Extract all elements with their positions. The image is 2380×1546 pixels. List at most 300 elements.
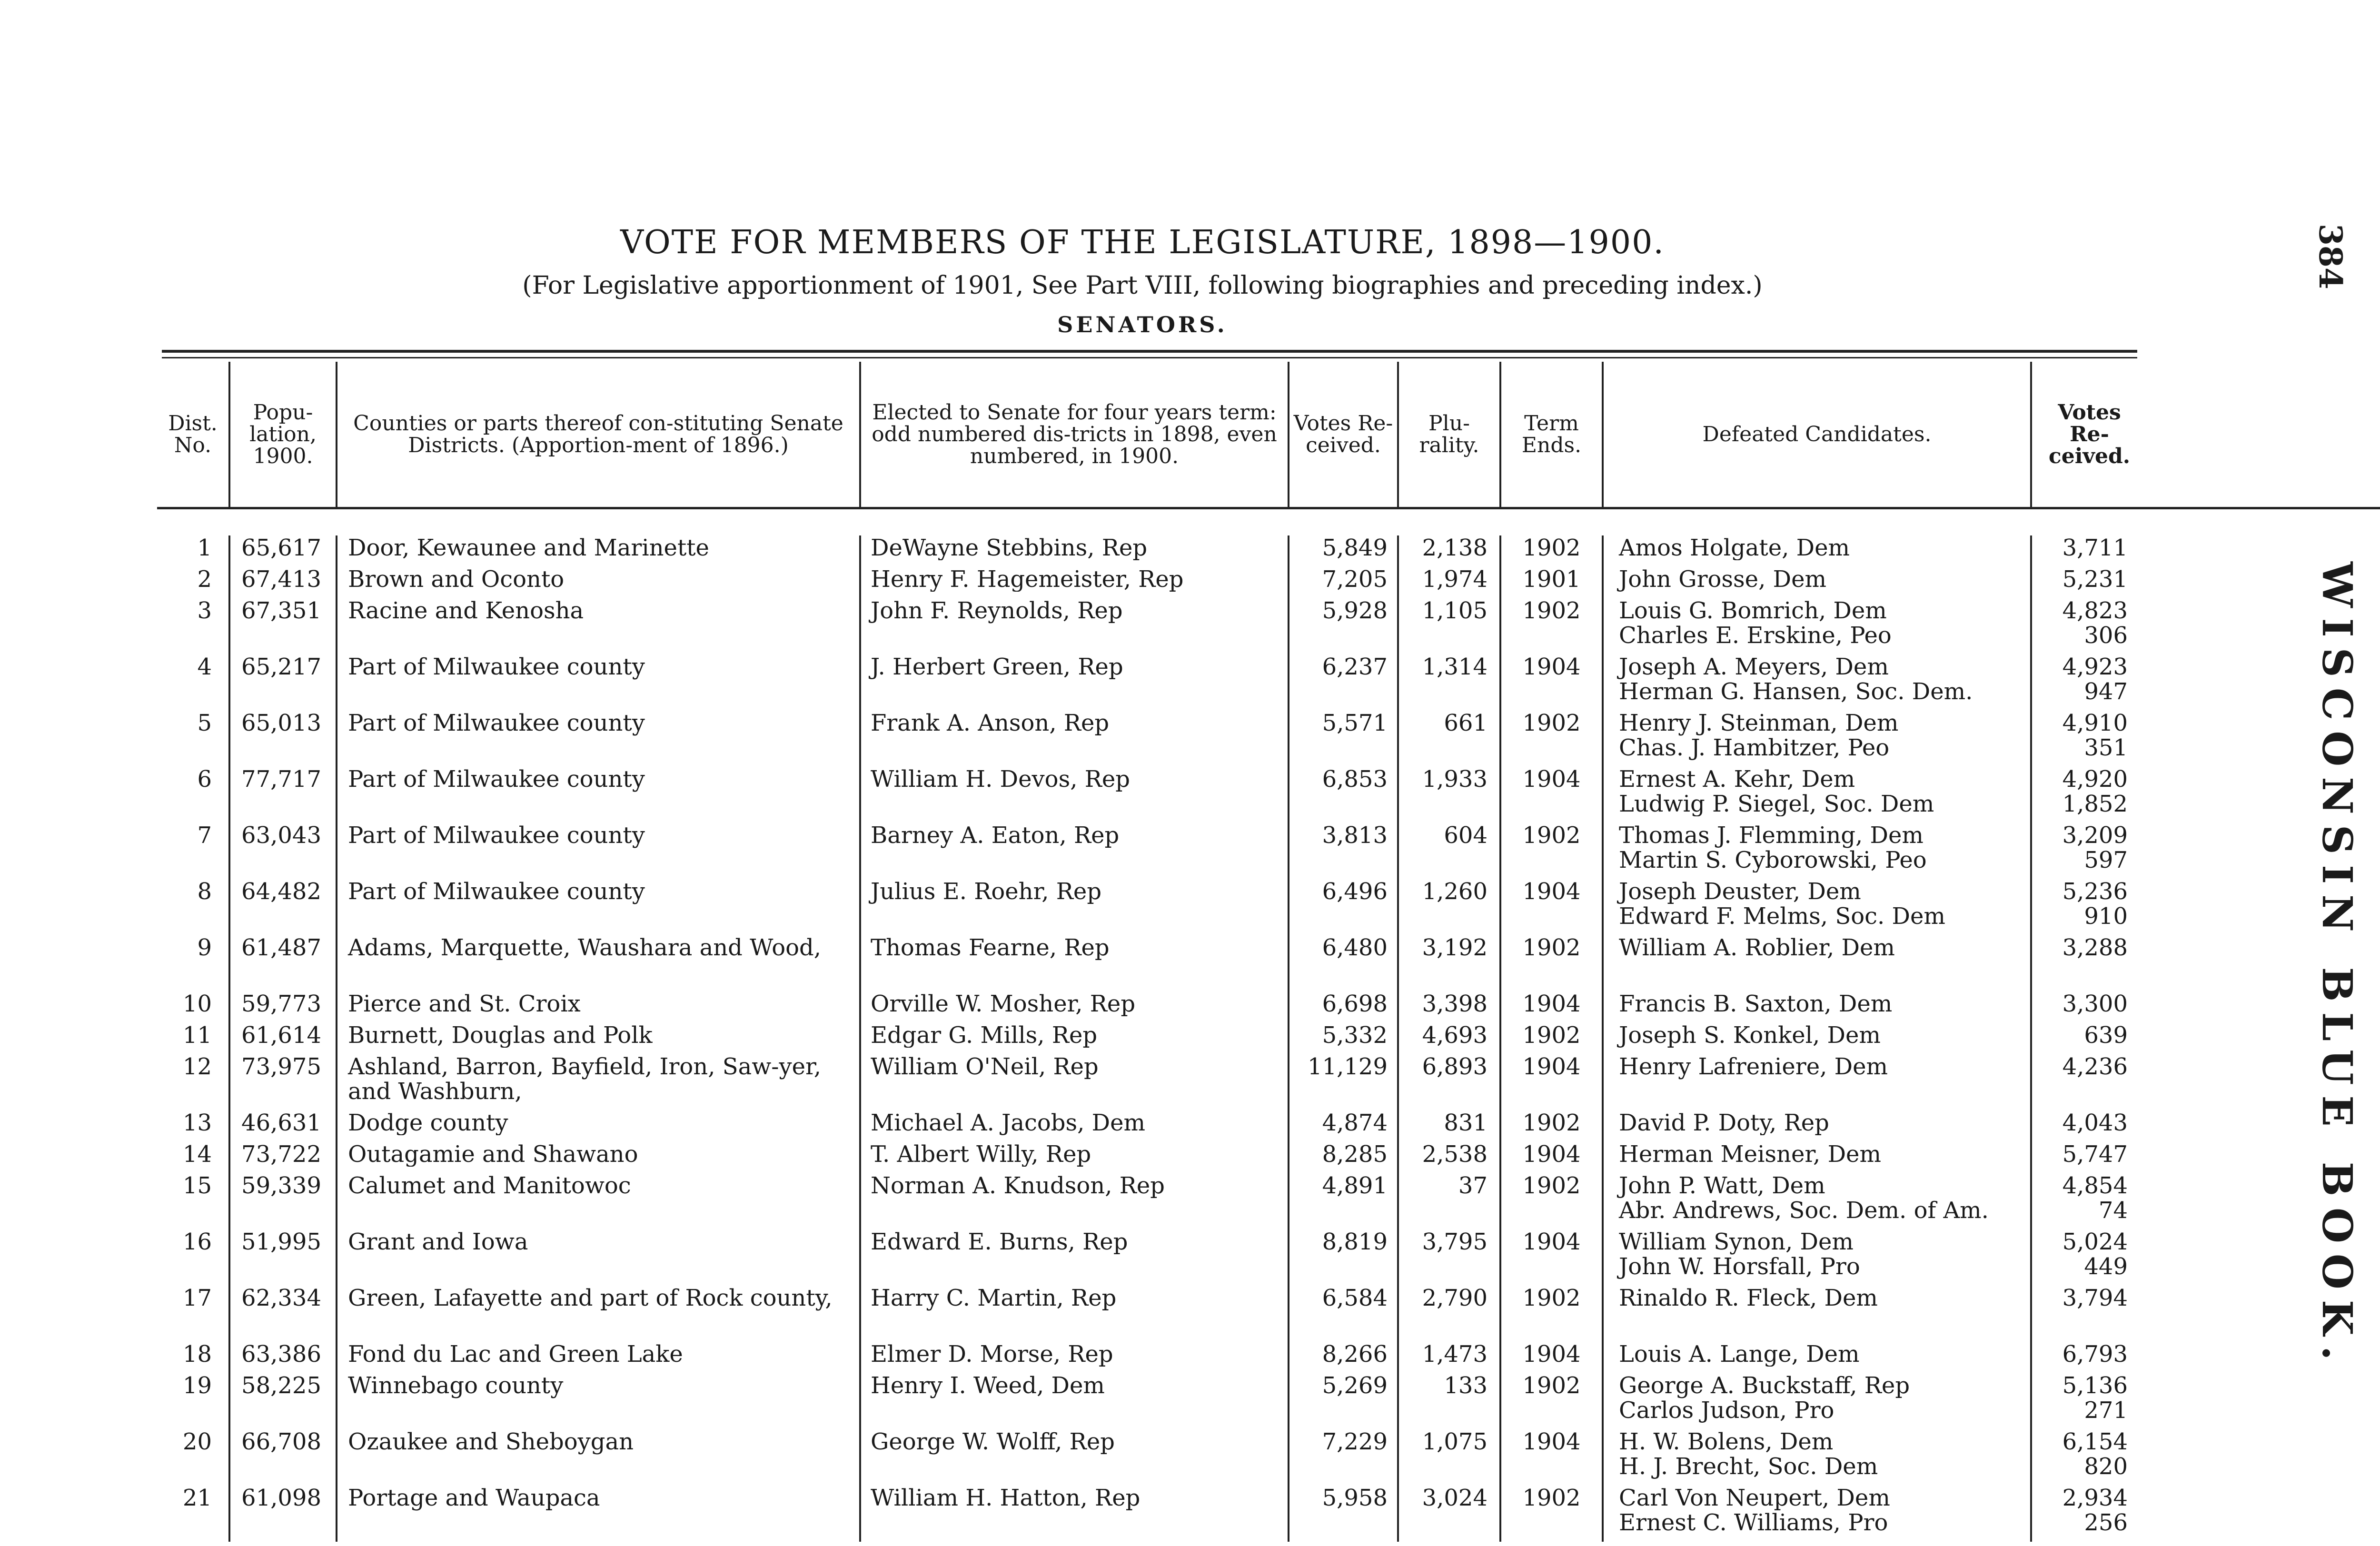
cell-term: 1902	[1499, 1173, 1602, 1223]
table-row	[157, 879, 2380, 929]
header-dist: Dist. No.	[168, 411, 218, 457]
gap-cell	[1602, 704, 2030, 711]
table-row	[157, 767, 2380, 816]
gap-cell	[228, 1279, 336, 1286]
row-gap	[157, 816, 2380, 823]
cell-defeated	[1602, 1486, 2030, 1535]
defeated-votes: 639	[2084, 1023, 2128, 1048]
gap-cell	[157, 1167, 228, 1173]
gap-cell	[336, 1367, 859, 1373]
table-row	[157, 935, 2380, 985]
defeated-votes: 5,236	[2062, 879, 2128, 905]
cell-elected: Frank A. Anson, Rep	[859, 711, 1288, 760]
table-row	[157, 567, 2380, 592]
cell-dist: 10	[182, 991, 212, 1016]
cell-defeated-votes	[2030, 1342, 2147, 1367]
gap-cell	[1602, 1104, 2030, 1110]
gap-cell	[859, 1423, 1288, 1429]
cell-votes: 4,874	[1288, 1110, 1397, 1135]
gap-cell	[336, 560, 859, 567]
table-row	[157, 1429, 2380, 1479]
gap-cell	[2030, 1535, 2147, 1542]
cell-dist: 14	[182, 1142, 212, 1167]
gap-cell	[1397, 872, 1499, 879]
gap-cell	[157, 816, 228, 823]
gap-cell	[1499, 1135, 1602, 1142]
cell-defeated	[1602, 654, 2030, 704]
row-gap	[157, 648, 2380, 654]
gap-cell	[1397, 1535, 1499, 1542]
gap-cell	[2030, 648, 2147, 654]
cell-elected: Harry C. Martin, Rep	[859, 1286, 1288, 1335]
gap-cell	[1499, 592, 1602, 598]
gap-cell	[336, 760, 859, 767]
cell-elected: J. Herbert Green, Rep	[859, 654, 1288, 704]
cell-elected: John F. Reynolds, Rep	[859, 598, 1288, 648]
gap-cell	[859, 1104, 1288, 1110]
cell-dist: 21	[182, 1486, 212, 1511]
cell-population: 59,339	[228, 1173, 336, 1223]
gap-cell	[157, 1104, 228, 1110]
defeated-candidate: Francis B. Saxton, Dem	[1619, 991, 1893, 1016]
cell-counties: Burnett, Douglas and Polk	[336, 1023, 859, 1048]
cell-population: 59,773	[228, 991, 336, 1016]
gap-cell	[2030, 592, 2147, 598]
table-row	[157, 1342, 2380, 1367]
gap-cell	[859, 648, 1288, 654]
cell-elected: DeWayne Stebbins, Rep	[859, 535, 1288, 560]
gap-cell	[228, 816, 336, 823]
cell-elected: Edward E. Burns, Rep	[859, 1229, 1288, 1279]
cell-defeated	[1602, 823, 2030, 872]
cell-defeated	[1602, 1373, 2030, 1423]
cell-dist: 6	[197, 767, 212, 793]
cell-plurality: 1,075	[1397, 1429, 1499, 1479]
cell-population: 65,617	[228, 535, 336, 560]
cell-votes: 6,698	[1288, 991, 1397, 1016]
gap-cell	[228, 1535, 336, 1542]
cell-defeated-votes	[2030, 1110, 2147, 1135]
cell-population: 77,717	[228, 767, 336, 816]
gap-cell	[2030, 704, 2147, 711]
gap-cell	[336, 816, 859, 823]
defeated-votes: 306	[2084, 622, 2128, 648]
gap-cell	[1397, 1479, 1499, 1486]
cell-plurality: 3,795	[1397, 1229, 1499, 1279]
cell-defeated	[1602, 1054, 2030, 1104]
cell-defeated-votes	[2030, 567, 2147, 592]
table-row	[157, 654, 2380, 704]
gap-cell	[228, 704, 336, 711]
page-title: VOTE FOR MEMBERS OF THE LEGISLATURE, 1898—1900.	[620, 224, 1665, 261]
row-gap	[157, 592, 2380, 598]
defeated-votes: 3,300	[2062, 991, 2128, 1016]
cell-counties: Adams, Marquette, Waushara and Wood,	[336, 935, 859, 985]
cell-defeated-votes	[2030, 1054, 2147, 1104]
defeated-votes: 597	[2084, 847, 2128, 872]
gap-cell	[1602, 1279, 2030, 1286]
running-head: WISCONSIN BLUE BOOK.	[2313, 562, 2361, 1371]
defeated-votes: 6,793	[2062, 1342, 2128, 1367]
gap-cell	[2030, 1335, 2147, 1342]
gap-cell	[1397, 648, 1499, 654]
cell-counties: Grant and Iowa	[336, 1229, 859, 1279]
cell-plurality: 1,974	[1397, 567, 1499, 592]
defeated-votes: 449	[2084, 1253, 2128, 1279]
gap-cell	[1397, 1135, 1499, 1142]
gap-cell	[2030, 760, 2147, 767]
gap-cell	[336, 1048, 859, 1054]
gap-cell	[157, 1535, 228, 1542]
cell-term: 1904	[1499, 1142, 1602, 1167]
table-row	[157, 991, 2380, 1016]
cell-dist: 8	[197, 879, 212, 905]
gap-cell	[1397, 760, 1499, 767]
cell-counties: Portage and Waupaca	[336, 1486, 859, 1535]
defeated-candidate: Herman Meisner, Dem	[1619, 1142, 1881, 1167]
gap-cell	[228, 560, 336, 567]
senators-table	[157, 362, 2380, 1542]
cell-plurality: 1,260	[1397, 879, 1499, 929]
gap-cell	[1499, 1535, 1602, 1542]
table-row	[157, 711, 2380, 760]
cell-counties: Dodge county	[336, 1110, 859, 1135]
cell-votes: 6,480	[1288, 935, 1397, 985]
gap-cell	[157, 985, 228, 991]
cell-dist: 7	[197, 823, 212, 849]
defeated-votes: 5,231	[2062, 567, 2128, 592]
cell-elected: Orville W. Mosher, Rep	[859, 991, 1288, 1016]
gap-cell	[336, 1167, 859, 1173]
cell-plurality: 1,314	[1397, 654, 1499, 704]
cell-term: 1902	[1499, 1373, 1602, 1423]
cell-term: 1902	[1499, 823, 1602, 872]
gap-cell	[1499, 1423, 1602, 1429]
cell-population: 64,482	[228, 879, 336, 929]
page-number: 384	[2312, 224, 2349, 289]
cell-defeated-votes	[2030, 654, 2147, 704]
cell-counties: Ashland, Barron, Bayfield, Iron, Saw-yer, and Washburn,	[336, 1054, 859, 1104]
defeated-candidate: Ludwig P. Siegel, Soc. Dem	[1619, 791, 1934, 816]
defeated-votes: 910	[2084, 903, 2128, 929]
cell-dist: 1	[197, 535, 212, 560]
gap-cell	[2030, 1423, 2147, 1429]
cell-elected: William O'Neil, Rep	[859, 1054, 1288, 1104]
gap-cell	[157, 1335, 228, 1342]
cell-votes: 6,584	[1288, 1286, 1397, 1335]
gap-cell	[1602, 929, 2030, 935]
gap-cell	[228, 929, 336, 935]
cell-defeated-votes	[2030, 711, 2147, 760]
cell-votes: 6,496	[1288, 879, 1397, 929]
gap-cell	[1288, 1423, 1397, 1429]
gap-cell	[157, 760, 228, 767]
defeated-votes: 256	[2084, 1509, 2128, 1535]
gap-cell	[228, 985, 336, 991]
gap-cell	[1602, 1223, 2030, 1229]
gap-cell	[336, 592, 859, 598]
gap-cell	[2030, 1479, 2147, 1486]
cell-counties: Part of Milwaukee county	[336, 823, 859, 872]
table-row	[157, 1023, 2380, 1048]
gap-cell	[1397, 1279, 1499, 1286]
gap-cell	[157, 872, 228, 879]
gap-cell	[859, 1535, 1288, 1542]
gap-cell	[859, 760, 1288, 767]
gap-cell	[859, 1016, 1288, 1023]
gap-cell	[1397, 1423, 1499, 1429]
cell-defeated-votes	[2030, 1286, 2147, 1335]
gap-cell	[1288, 929, 1397, 935]
defeated-candidate: H. J. Brecht, Soc. Dem	[1619, 1453, 1878, 1479]
gap-cell	[1288, 1135, 1397, 1142]
defeated-votes: 4,236	[2062, 1054, 2128, 1080]
cell-votes: 6,237	[1288, 654, 1397, 704]
row-gap	[157, 1223, 2380, 1229]
gap-cell	[859, 1335, 1288, 1342]
cell-votes: 5,928	[1288, 598, 1397, 648]
gap-cell	[336, 1279, 859, 1286]
gap-cell	[157, 1016, 228, 1023]
cell-plurality: 4,693	[1397, 1023, 1499, 1048]
cell-term: 1904	[1499, 991, 1602, 1016]
row-gap	[157, 1279, 2380, 1286]
defeated-candidate: Ernest C. Williams, Pro	[1619, 1509, 1888, 1535]
cell-defeated-votes	[2030, 823, 2147, 872]
table-row	[157, 535, 2380, 560]
table-row	[157, 1486, 2380, 1535]
row-gap	[157, 1367, 2380, 1373]
table-row	[157, 1110, 2380, 1135]
cell-population: 46,631	[228, 1110, 336, 1135]
defeated-candidate: Carl Von Neupert, Dem	[1619, 1486, 1890, 1511]
cell-defeated-votes	[2030, 1173, 2147, 1223]
gap-cell	[1288, 1223, 1397, 1229]
cell-counties: Calumet and Manitowoc	[336, 1173, 859, 1223]
gap-cell	[859, 929, 1288, 935]
cell-defeated	[1602, 535, 2030, 560]
cell-votes: 5,269	[1288, 1373, 1397, 1423]
gap-cell	[1499, 1104, 1602, 1110]
gap-cell	[859, 1048, 1288, 1054]
gap-cell	[1397, 985, 1499, 991]
row-gap	[157, 560, 2380, 567]
gap-cell	[1602, 760, 2030, 767]
gap-cell	[157, 1423, 228, 1429]
cell-population: 51,995	[228, 1229, 336, 1279]
gap-cell	[1499, 760, 1602, 767]
gap-cell	[228, 1479, 336, 1486]
gap-cell	[859, 704, 1288, 711]
cell-elected: Henry I. Weed, Dem	[859, 1373, 1288, 1423]
defeated-candidate: Henry J. Steinman, Dem	[1619, 711, 1899, 736]
defeated-votes: 4,923	[2062, 654, 2128, 680]
cell-votes: 6,853	[1288, 767, 1397, 816]
cell-dist: 16	[182, 1229, 212, 1255]
row-gap	[157, 704, 2380, 711]
page-subtitle: (For Legislative apportionment of 1901, See Part VIII, following biographies and preceding index.)	[522, 271, 1763, 300]
gap-cell	[1397, 592, 1499, 598]
cell-dist: 15	[182, 1173, 212, 1199]
cell-defeated	[1602, 1342, 2030, 1367]
cell-dist: 19	[182, 1373, 212, 1399]
row-gap	[157, 1535, 2380, 1542]
cell-elected: Michael A. Jacobs, Dem	[859, 1110, 1288, 1135]
cell-term: 1902	[1499, 535, 1602, 560]
row-gap	[157, 929, 2380, 935]
cell-elected: Henry F. Hagemeister, Rep	[859, 567, 1288, 592]
cell-population: 62,334	[228, 1286, 336, 1335]
cell-population: 67,413	[228, 567, 336, 592]
gap-cell	[859, 816, 1288, 823]
cell-term: 1902	[1499, 1486, 1602, 1535]
cell-votes: 5,571	[1288, 711, 1397, 760]
defeated-votes: 4,910	[2062, 711, 2128, 736]
cell-elected: Barney A. Eaton, Rep	[859, 823, 1288, 872]
header-defeated: Defeated Candidates.	[1602, 362, 2030, 507]
cell-counties: Part of Milwaukee county	[336, 654, 859, 704]
defeated-votes: 6,154	[2062, 1429, 2128, 1455]
cell-defeated-votes	[2030, 1023, 2147, 1048]
defeated-votes: 271	[2084, 1397, 2128, 1423]
defeated-candidate: Louis G. Bomrich, Dem	[1619, 598, 1887, 624]
gap-cell	[1602, 1423, 2030, 1429]
defeated-candidate: Martin S. Cyborowski, Peo	[1619, 847, 1927, 872]
gap-cell	[859, 1167, 1288, 1173]
gap-cell	[157, 1135, 228, 1142]
gap-cell	[2030, 1279, 2147, 1286]
cell-plurality: 37	[1397, 1173, 1499, 1223]
defeated-candidate: Chas. J. Hambitzer, Peo	[1619, 734, 1890, 760]
table-row	[157, 598, 2380, 648]
gap-cell	[1602, 1048, 2030, 1054]
cell-plurality: 133	[1397, 1373, 1499, 1423]
defeated-candidate: John W. Horsfall, Pro	[1619, 1253, 1860, 1279]
gap-cell	[859, 592, 1288, 598]
gap-cell	[336, 985, 859, 991]
defeated-candidate: John P. Watt, Dem	[1619, 1173, 1825, 1199]
header-votes: Votes Re-ceived.	[1288, 362, 1397, 507]
row-gap	[157, 1048, 2380, 1054]
header-counties: Counties or parts thereof con-stituting Senate Districts. (Apportion-ment of 1896.)	[336, 362, 859, 507]
cell-counties: Part of Milwaukee county	[336, 879, 859, 929]
cell-votes: 11,129	[1288, 1054, 1397, 1104]
gap-cell	[1499, 560, 1602, 567]
cell-term: 1904	[1499, 1342, 1602, 1367]
gap-cell	[1602, 872, 2030, 879]
table-row	[157, 1229, 2380, 1279]
gap-cell	[157, 560, 228, 567]
defeated-candidate: H. W. Bolens, Dem	[1619, 1429, 1834, 1455]
cell-population: 65,013	[228, 711, 336, 760]
cell-plurality: 1,473	[1397, 1342, 1499, 1367]
gap-cell	[2030, 1016, 2147, 1023]
gap-cell	[859, 985, 1288, 991]
gap-cell	[157, 592, 228, 598]
gap-cell	[1602, 1367, 2030, 1373]
cell-plurality: 2,538	[1397, 1142, 1499, 1167]
cell-elected: Julius E. Roehr, Rep	[859, 879, 1288, 929]
top-rule	[162, 350, 2137, 353]
cell-plurality: 661	[1397, 711, 1499, 760]
gap-cell	[157, 1479, 228, 1486]
gap-cell	[1288, 560, 1397, 567]
gap-cell	[1499, 1048, 1602, 1054]
gap-cell	[157, 1279, 228, 1286]
cell-population: 63,043	[228, 823, 336, 872]
gap-cell	[228, 1016, 336, 1023]
cell-votes: 5,849	[1288, 535, 1397, 560]
defeated-votes: 4,854	[2062, 1173, 2128, 1199]
gap-cell	[228, 592, 336, 598]
cell-plurality: 1,933	[1397, 767, 1499, 816]
cell-defeated-votes	[2030, 1373, 2147, 1423]
gap-cell	[228, 760, 336, 767]
cell-votes: 5,958	[1288, 1486, 1397, 1535]
cell-counties: Door, Kewaunee and Marinette	[336, 535, 859, 560]
gap-cell	[1288, 760, 1397, 767]
gap-cell	[1288, 985, 1397, 991]
cell-population: 61,487	[228, 935, 336, 985]
gap-cell	[1397, 704, 1499, 711]
cell-defeated-votes	[2030, 1429, 2147, 1479]
cell-population: 73,975	[228, 1054, 336, 1104]
cell-elected: William H. Hatton, Rep	[859, 1486, 1288, 1535]
cell-counties: Ozaukee and Sheboygan	[336, 1429, 859, 1479]
cell-dist: 11	[182, 1023, 212, 1048]
cell-plurality: 1,105	[1397, 598, 1499, 648]
gap-cell	[1397, 1048, 1499, 1054]
defeated-candidate: Joseph A. Meyers, Dem	[1619, 654, 1889, 680]
row-gap	[157, 872, 2380, 879]
cell-dist: 12	[182, 1054, 212, 1080]
cell-dist: 5	[197, 711, 212, 736]
defeated-votes: 4,043	[2062, 1110, 2128, 1135]
gap-cell	[157, 648, 228, 654]
cell-defeated-votes	[2030, 1486, 2147, 1535]
defeated-candidate: Thomas J. Flemming, Dem	[1619, 823, 1924, 849]
cell-votes: 8,266	[1288, 1342, 1397, 1367]
row-gap	[157, 1167, 2380, 1173]
cell-elected: Norman A. Knudson, Rep	[859, 1173, 1288, 1223]
header-plurality: Plu-rality.	[1397, 362, 1499, 507]
cell-population: 66,708	[228, 1429, 336, 1479]
cell-defeated-votes	[2030, 535, 2147, 560]
cell-plurality: 2,138	[1397, 535, 1499, 560]
cell-counties: Pierce and St. Croix	[336, 991, 859, 1016]
cell-counties: Winnebago county	[336, 1373, 859, 1423]
cell-defeated	[1602, 935, 2030, 985]
cell-plurality: 2,790	[1397, 1286, 1499, 1335]
gap-cell	[1602, 985, 2030, 991]
cell-dist: 3	[197, 598, 212, 624]
gap-cell	[336, 1335, 859, 1342]
gap-cell	[2030, 1367, 2147, 1373]
cell-plurality: 831	[1397, 1110, 1499, 1135]
defeated-votes: 74	[2098, 1197, 2128, 1223]
gap-cell	[1602, 560, 2030, 567]
gap-cell	[1397, 1016, 1499, 1023]
defeated-votes: 4,823	[2062, 598, 2128, 624]
cell-term: 1901	[1499, 567, 1602, 592]
cell-votes: 7,229	[1288, 1429, 1397, 1479]
row-gap	[157, 760, 2380, 767]
cell-dist: 20	[182, 1429, 212, 1455]
defeated-votes: 2,934	[2062, 1486, 2128, 1511]
gap-cell	[1499, 1479, 1602, 1486]
gap-cell	[228, 1335, 336, 1342]
cell-term: 1904	[1499, 767, 1602, 816]
